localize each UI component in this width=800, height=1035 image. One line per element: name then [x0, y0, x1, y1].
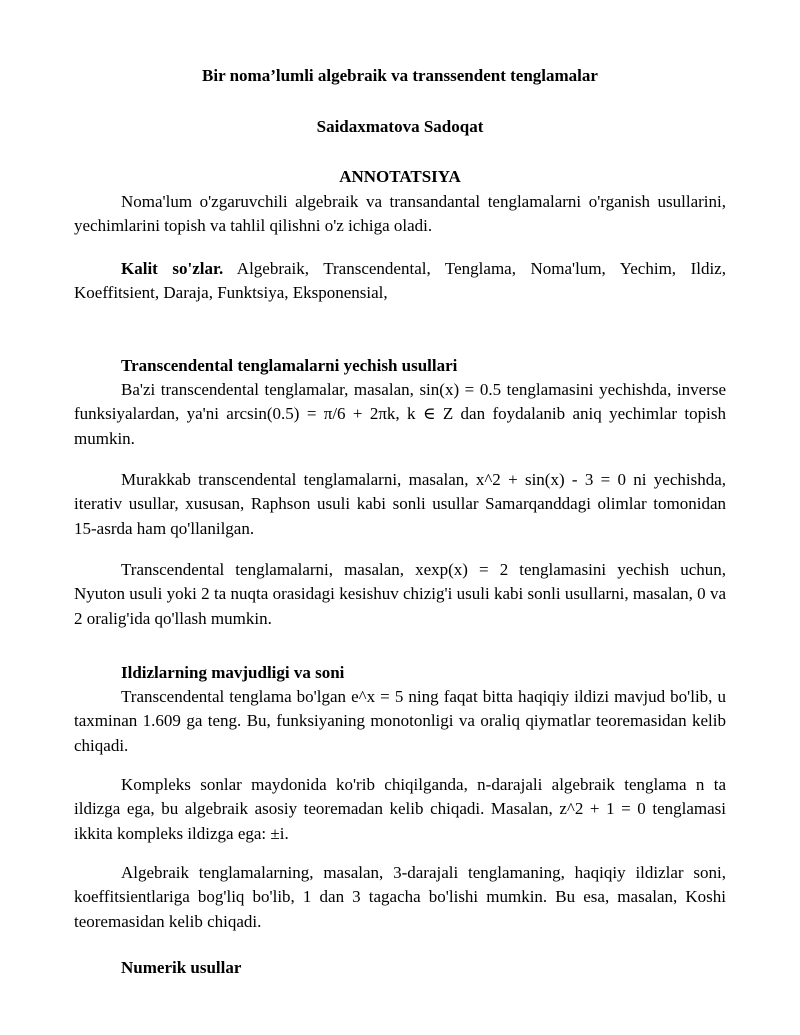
section1-paragraph-1: Ba'zi transcendental tenglamalar, masalan, sin(x) = 0.5 tenglamasini yechishda, inverse funksiyalardan, ya'ni arcsin(0.5) = π/6 + 2πk, k ∈ Z dan foydalanib aniq yechimlar topish mumkin. [74, 380, 726, 448]
section2-paragraph-2: Kompleks sonlar maydonida ko'rib chiqilganda, n-darajali algebraik tenglama n ta ildizga ega, bu algebraik asosiy teoremadan kelib chiqadi. Masalan, z^2 + 1 = 0 tenglamasi ikkita kompleks ildizga ega: ±i. [74, 775, 726, 843]
section2-paragraph-3: Algebraik tenglamalarning, masalan, 3-darajali tenglamaning, haqiqiy ildizlar soni, koeffitsientlariga bog'liq bo'lib, 1 dan 3 tagacha bo'lishi mumkin. Bu esa, masalan, Koshi teoremasidan kelib chiqadi. [74, 863, 726, 931]
document-title: Bir noma’lumli algebraik va transsendent tenglamalar [202, 66, 598, 85]
section2-paragraph-1: Transcendental tenglama bo'lgan e^x = 5 ning faqat bitta haqiqiy ildizi mavjud bo'lib, u taxminan 1.609 ga teng. Bu, funksiyaning monotonligi va oraliq qiymatlar teoremasidan kelib chiqadi. [74, 687, 726, 755]
section-heading-numeric-methods: Numerik usullar [121, 958, 242, 977]
annotation-paragraph: Noma'lum o'zgaruvchili algebraik va transandantal tenglamalarni o'rganish usullarini, yechimlarini topish va tahlil qilishni o'z ichiga oladi. [74, 192, 726, 236]
section-heading-transcendental-methods: Transcendental tenglamalarni yechish usullari [121, 356, 458, 375]
section1-paragraph-3: Transcendental tenglamalarni, masalan, xexp(x) = 2 tenglamasini yechish uchun, Nyuton usuli yoki 2 ta nuqta orasidagi kesishuv chizig'i usuli kabi sonli usullarni, masalan, 0 va 2 oralig'ida qo'llash mumkin. [74, 560, 726, 628]
keywords-label: Kalit so'zlar. [121, 259, 224, 278]
author-name: Saidaxmatova Sadoqat [316, 117, 484, 136]
section1-paragraph-2: Murakkab transcendental tenglamalarni, masalan, x^2 + sin(x) - 3 = 0 ni yechishda, iterativ usullar, xususan, Raphson usuli kabi sonli usullar Samarqanddagi olimlar tomonidan 15-asrda ham qo'llanilgan. [74, 470, 726, 538]
keywords-text: Algebraik, Transcendental, Tenglama, Noma'lum, Yechim, Ildiz, Koeffitsient, Daraja, Funktsiya, Eksponensial, [74, 259, 726, 303]
annotation-heading: ANNOTATSIYA [339, 167, 461, 186]
section-heading-roots-existence: Ildizlarning mavjudligi va soni [121, 663, 345, 682]
keywords-paragraph [74, 257, 726, 306]
